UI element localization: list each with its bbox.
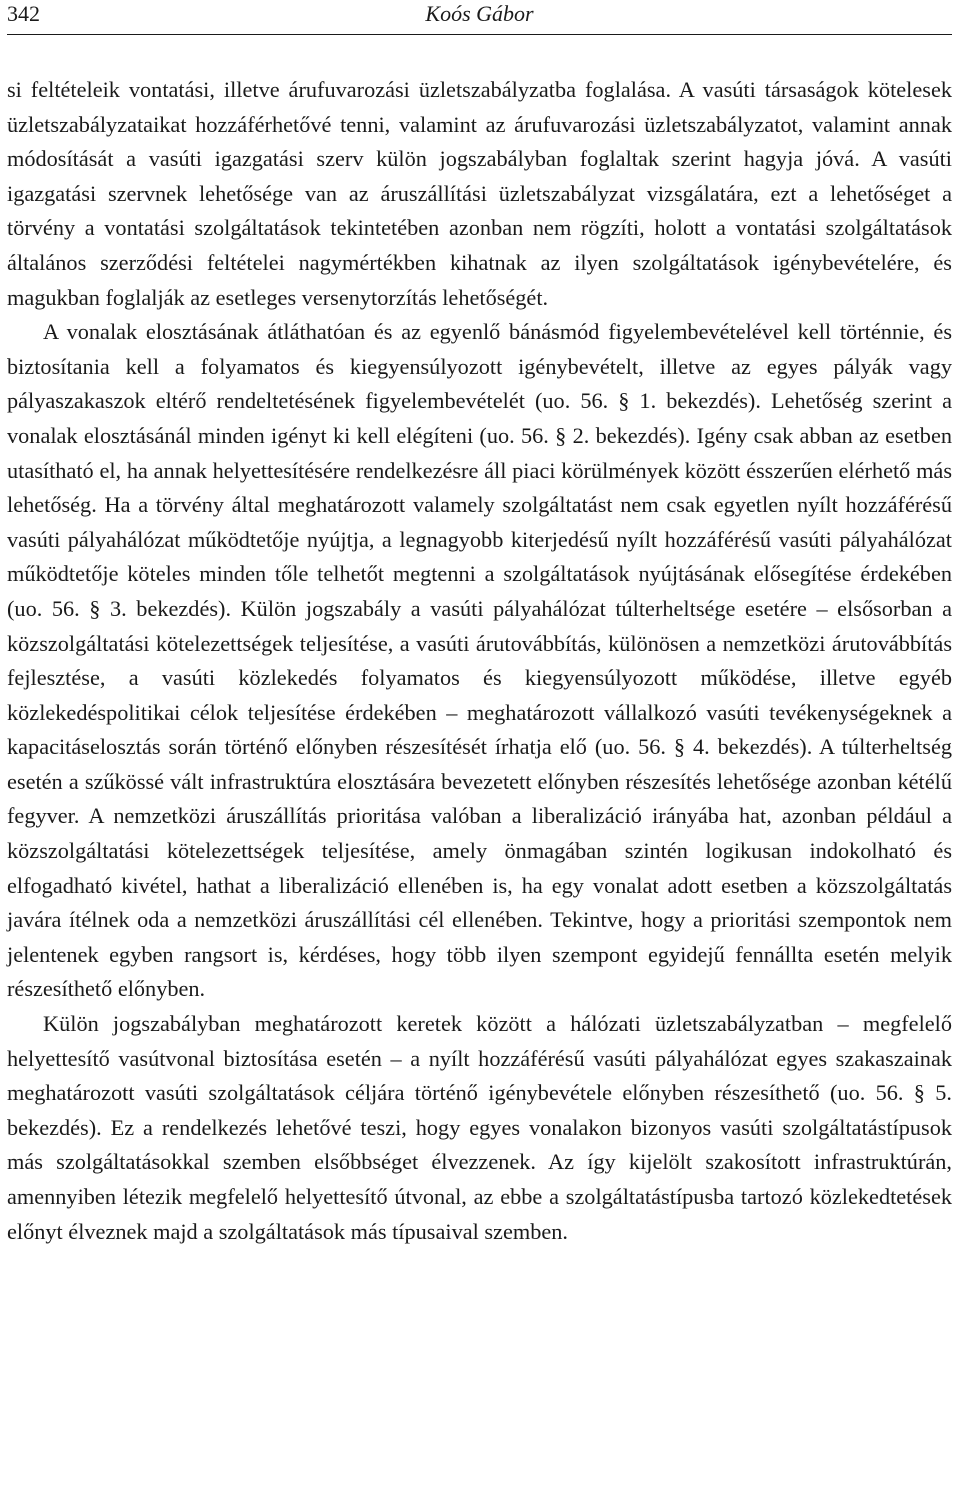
- page-number: 342: [7, 1, 40, 26]
- running-head-author: Koós Gábor: [425, 1, 534, 26]
- paragraph-continued: si feltételeik vontatási, illetve árufuvarozási üzletszabályzatba foglalása. A vasúti társaságok kötelesek üzletszabályzataikat hozzáférhetővé tenni, valamint az árufuvarozási üzletszabályzatot, valamint annak módosítását a vasúti igazgatási szerv külön jogszabályban foglaltak szerint hagyja jóvá. A vasúti igazgatási szervnek lehetősége van az áruszállítási üzletszabályzat vizsgálatára, ezt a lehetőséget a törvény a vontatási szolgáltatások tekintetében azonban nem rögzíti, holott a vontatási szolgáltatások általános szerződési feltételei nagymértékben kihatnak az ilyen szolgáltatások igénybevételére, és magukban foglalják az esetleges versenytorzítás lehetőségét.: [7, 77, 952, 310]
- paragraph-specialized-infrastructure: Külön jogszabályban meghatározott keretek között a hálózati üzletszabályzatban – megfelelő helyettesítő vasútvonal biztosítása esetén – a nyílt hozzáférésű vasúti pályahálózat egyes szakaszainak meghatározott vasúti szolgáltatások céljára történő igénybevétele előnyben részesíthető (uo. 56. § 5. bekezdés). Ez a rendelkezés lehetővé teszi, hogy egyes vonalakon bizonyos vasúti szolgáltatástípusok más szolgáltatásokkal szemben elsőbbséget élvezzenek. Az így kijelölt szakosított infrastruktúrán, amennyiben létezik megfelelő helyettesítő útvonal, az ebbe a szolgáltatástípusba tartozó közlekedtetések előnyt élveznek majd a szolgáltatások más típusaival szemben.: [7, 1011, 952, 1244]
- running-header: [7, 0, 952, 35]
- body-text: [7, 73, 952, 1249]
- paragraph-line-allocation: A vonalak elosztásának átláthatóan és az egyenlő bánásmód figyelembevételével kell történnie, és biztosítania kell a folyamatos és kiegyensúlyozott igénybevételt, illetve az egyes pályák vagy pályaszakaszok eltérő rendeltetésének figyelembevételét (uo. 56. § 1. bekezdés). Lehetőség szerint a vonalak elosztásánál minden igényt ki kell elégíteni (uo. 56. § 2. bekezdés). Igény csak abban az esetben utasítható el, ha annak helyettesítésére rendelkezésre áll piaci körülmények között ésszerűen elérhető más lehetőség. Ha a törvény által meghatározott valamely szolgáltatást nem csak egyetlen nyílt hozzáférésű vasúti pályahálózat működtetője nyújtja, a legnagyobb kiterjedésű nyílt hozzáférésű vasúti pályahálózat működtetője köteles minden tőle telhetőt megtenni a szolgáltatások nyújtásának elősegítése érdekében (uo. 56. § 3. bekezdés). Külön jogszabály a vasúti pályahálózat túlterheltsége esetére – elsősorban a közszolgáltatási kötelezettségek teljesítése, a vasúti árutovábbítás, különösen a nemzetközi árutovábbítás fejlesztése, a vasúti közlekedés folyamatos és kiegyensúlyozott működése, illetve egyéb közlekedéspolitikai célok teljesítése érdekében – meghatározott vállalkozó vasúti tevékenységeknek a kapacitáselosztás során történő előnyben részesítését írhatja elő (uo. 56. § 4. bekezdés). A túlterheltség esetén a szűkössé vált infrastruktúra elosztására bevezetett előnyben részesítés lehetősége azonban kétélű fegyver. A nemzetközi áruszállítás prioritása valóban a liberalizáció irányába hat, azonban például a közszolgáltatási kötelezettségek teljesítése, amely önmagában szintén logikusan indokolható és elfogadható kivétel, hathat a liberalizáció ellenében is, ha egy vonalat adott esetben a közszolgáltatás javára ítélnek oda a nemzetközi áruszállítási cél ellenében. Tekintve, hogy a prioritási szempontok nem jelentenek egyben rangsort is, kérdéses, hogy több ilyen szempont egyidejű fennállta esetén melyik részesíthető előnyben.: [7, 319, 952, 1002]
